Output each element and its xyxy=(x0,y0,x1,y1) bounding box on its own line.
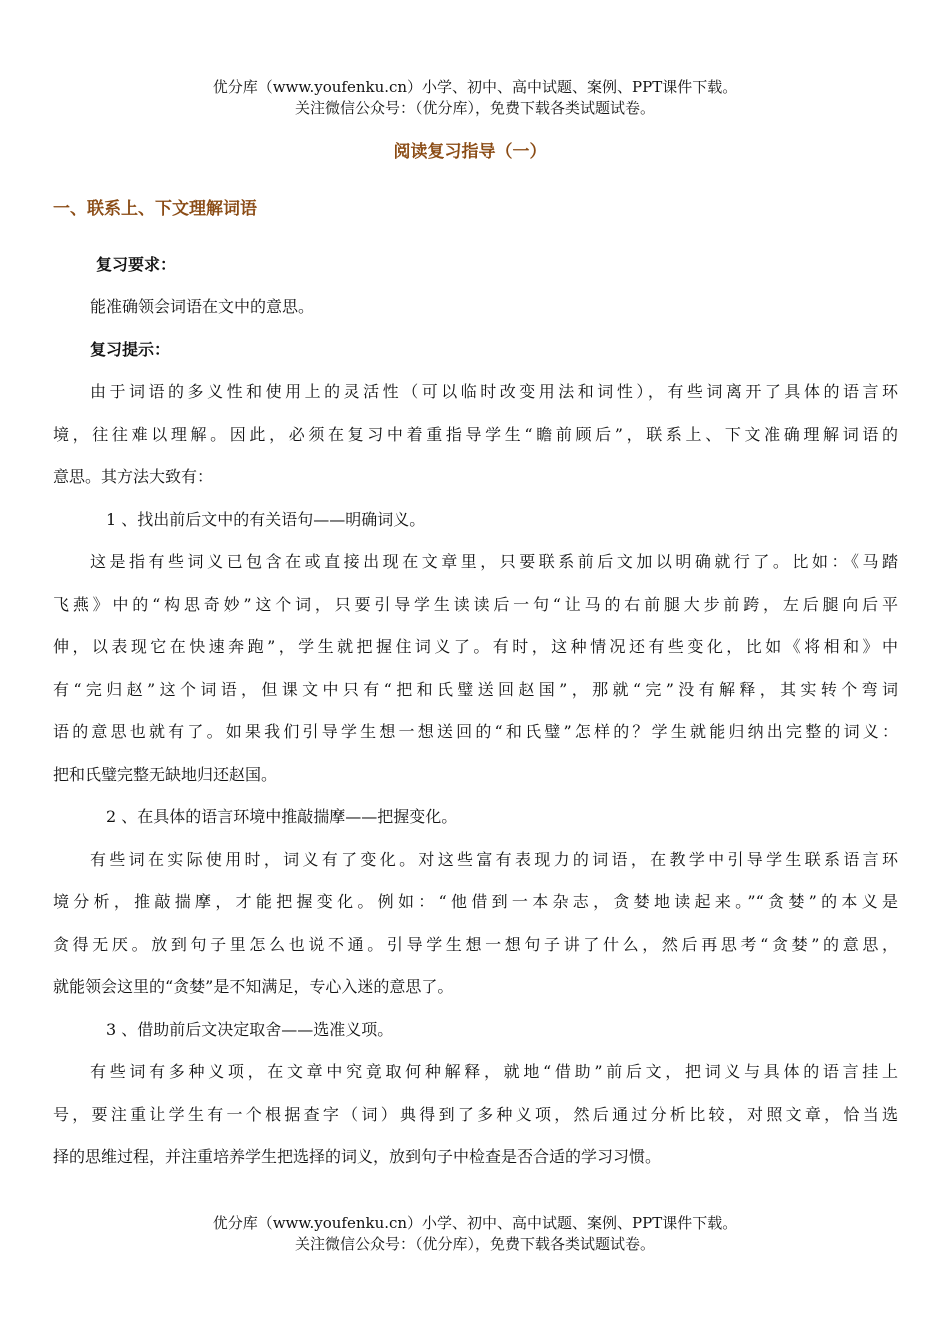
method-3-line: 择的思维过程，并注重培养学生把选择的词义，放到句子中检查是否合适的学习习惯。 xyxy=(53,1147,662,1166)
intro-line: 境，往往难以理解。因此，必须在复习中着重指导学生“瞻前顾后”，联系上、下文准确理解词语的 xyxy=(53,425,898,444)
page-footer xyxy=(0,1213,950,1255)
document-title: 阅读复习指导（一） xyxy=(393,142,547,162)
method-2-line: 境分析，推敲揣摩，才能把握变化。例如：“他借到一本杂志，贪婪地读起来。”“贪婪”的本义是 xyxy=(53,892,898,911)
method-1-line: 语的意思也就有了。如果我们引导学生想一想送回的“和氏璧”怎样的？学生就能归纳出完整的词义： xyxy=(53,722,898,741)
method-1-line: 把和氏璧完整无缺地归还赵国。 xyxy=(53,765,278,784)
requirement-label: 复习要求： xyxy=(96,255,177,274)
method-1-title: 1 、找出前后文中的有关语句——明确词义。 xyxy=(106,510,426,529)
method-3-title: 3 、借助前后文决定取舍——选准义项。 xyxy=(106,1020,394,1039)
section-heading: 一、联系上、下文理解词语 xyxy=(53,199,257,219)
method-1-line: 这是指有些词义已包含在或直接出现在文章里，只要联系前后文加以明确就行了。比如：《马踏 xyxy=(90,552,898,571)
method-2-line: 就能领会这里的“贪婪”是不知满足，专心入迷的意思了。 xyxy=(53,977,454,996)
method-1-line: 伸，以表现它在快速奔跑”，学生就把握住词义了。有时，这种情况还有些变化，比如《将相和》中 xyxy=(53,637,898,656)
method-2-line: 贪得无厌。放到句子里怎么也说不通。引导学生想一想句子讲了什么，然后再思考“贪婪”的意思， xyxy=(53,935,898,954)
requirement-text: 能准确领会词语在文中的意思。 xyxy=(90,297,315,316)
intro-line: 意思。其方法大致有： xyxy=(53,467,214,486)
method-1-line: 飞燕》中的“构思奇妙”这个词，只要引导学生读读后一句“让马的右前腿大步前跨，左后腿向后平 xyxy=(53,595,898,614)
header-line-2: 关注微信公众号：（优分库），免费下载各类试题试卷。 xyxy=(294,99,655,117)
method-3-line: 号，要注重让学生有一个根据查字（词）典得到了多种义项，然后通过分析比较，对照文章，恰当选 xyxy=(53,1105,898,1124)
intro-line: 由于词语的多义性和使用上的灵活性（可以临时改变用法和词性），有些词离开了具体的语言环 xyxy=(90,382,898,401)
method-2-line: 有些词在实际使用时，词义有了变化。对这些富有表现力的词语，在教学中引导学生联系语言环 xyxy=(90,850,898,869)
method-3-line: 有些词有多种义项，在文章中究竟取何种解释，就地“借助”前后文，把词义与具体的语言挂上 xyxy=(90,1062,898,1081)
footer-line-1: 优分库（www.youfenku.cn）小学、初中、高中试题、案例、PPT课件下载。 xyxy=(212,1214,738,1232)
method-1-line: 有“完归赵”这个词语，但课文中只有“把和氏璧送回赵国”，那就“完”没有解释，其实转个弯词 xyxy=(53,680,898,699)
footer-line-2: 关注微信公众号：（优分库），免费下载各类试题试卷。 xyxy=(294,1235,655,1253)
header-line-1: 优分库（www.youfenku.cn）小学、初中、高中试题、案例、PPT课件下载。 xyxy=(212,78,738,96)
tips-label: 复习提示： xyxy=(90,340,171,359)
method-2-title: 2 、在具体的语言环境中推敲揣摩——把握变化。 xyxy=(106,807,458,826)
page-header xyxy=(0,77,950,119)
